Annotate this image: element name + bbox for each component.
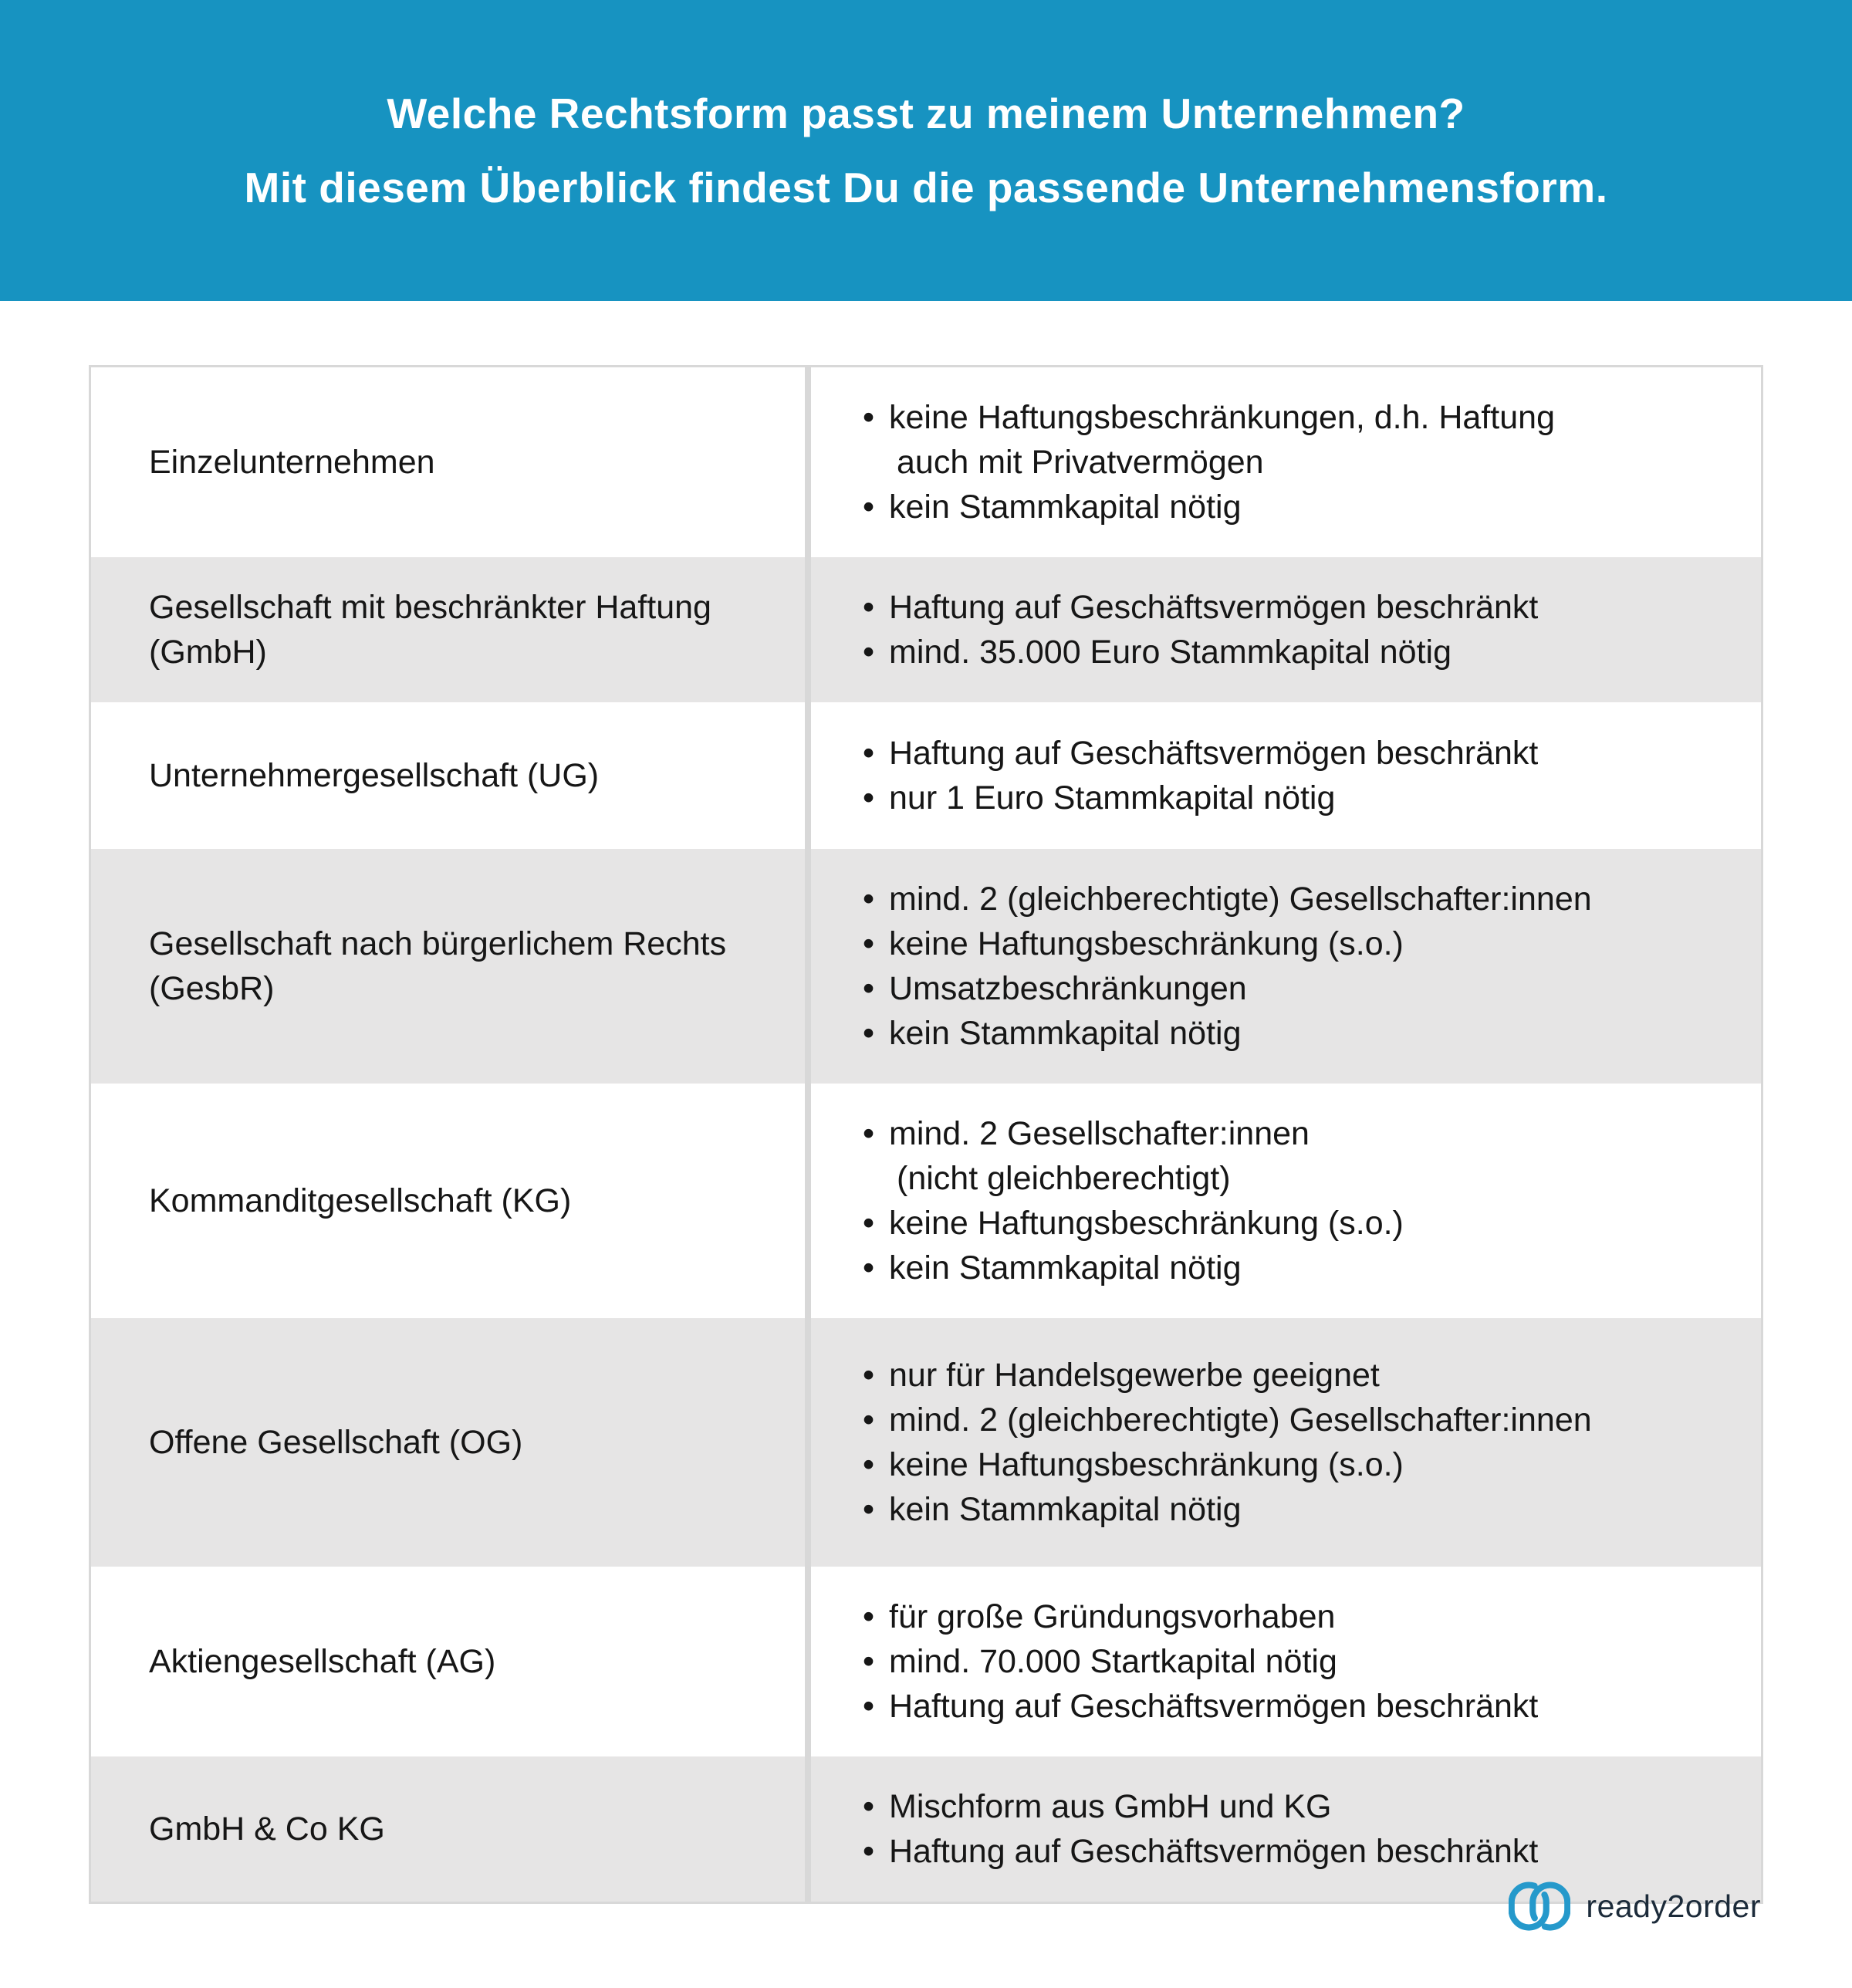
bullet-line: • mind. 2 (gleichberechtigte) Gesellschafter:innen bbox=[889, 881, 1592, 918]
column-divider bbox=[805, 367, 811, 557]
column-divider bbox=[805, 1318, 811, 1567]
legal-form-details bbox=[811, 367, 1761, 557]
bullet-item bbox=[861, 485, 1730, 529]
bullet-item bbox=[861, 1246, 1730, 1290]
bullet-item bbox=[861, 1353, 1730, 1398]
bullet-line: • keine Haftungsbeschränkung (s.o.) bbox=[889, 1446, 1404, 1483]
bullet-item bbox=[861, 877, 1730, 921]
bullet-line: • nur für Handelsgewerbe geeignet bbox=[889, 1357, 1380, 1394]
header-banner bbox=[0, 0, 1852, 301]
column-divider bbox=[805, 1756, 811, 1902]
bullet-item bbox=[861, 1442, 1730, 1487]
bullet-line: • nur 1 Euro Stammkapital nötig bbox=[889, 779, 1336, 816]
bullet-line: • Umsatzbeschränkungen bbox=[889, 970, 1247, 1007]
legal-form-details bbox=[811, 702, 1761, 849]
legal-form-details bbox=[811, 1756, 1761, 1902]
legal-form-name: Gesellschaft mit beschränkter Haftung (GmbH) bbox=[91, 557, 805, 702]
bullet-item bbox=[861, 776, 1730, 820]
header-title-line1: Welche Rechtsform passt zu meinem Unternehmen? bbox=[387, 89, 1465, 137]
ready2order-mark-icon bbox=[1509, 1882, 1570, 1931]
bullet-item bbox=[861, 1487, 1730, 1532]
bullet-line: • mind. 35.000 Euro Stammkapital nötig bbox=[889, 634, 1452, 671]
bullet-line: • keine Haftungsbeschränkung (s.o.) bbox=[889, 925, 1404, 962]
bullet-item bbox=[861, 1201, 1730, 1246]
legal-form-details bbox=[811, 849, 1761, 1084]
bullet-line: • mind. 2 (gleichberechtigte) Gesellschafter:innen bbox=[889, 1401, 1592, 1439]
table-row bbox=[91, 1318, 1761, 1567]
bullet-line: • keine Haftungsbeschränkungen, d.h. Haftung bbox=[889, 399, 1555, 436]
legal-form-details bbox=[811, 1318, 1761, 1567]
legal-form-name: Aktiengesellschaft (AG) bbox=[91, 1567, 805, 1756]
bullet-line: • Haftung auf Geschäftsvermögen beschränkt bbox=[889, 1833, 1539, 1870]
column-divider bbox=[805, 557, 811, 702]
legal-form-name: Unternehmergesellschaft (UG) bbox=[91, 702, 805, 849]
table-row bbox=[91, 702, 1761, 849]
bullet-line: • keine Haftungsbeschränkung (s.o.) bbox=[889, 1205, 1404, 1242]
legal-form-name: Gesellschaft nach bürgerlichem Rechts (GesbR) bbox=[91, 849, 805, 1084]
table-row bbox=[91, 1756, 1761, 1902]
legal-form-name: Offene Gesellschaft (OG) bbox=[91, 1318, 805, 1567]
header-title-line2: Mit diesem Überblick findest Du die passende Unternehmensform. bbox=[244, 164, 1608, 211]
legal-form-name: GmbH & Co KG bbox=[91, 1756, 805, 1902]
bullet-item bbox=[861, 1684, 1730, 1729]
bullet-item bbox=[861, 395, 1730, 485]
bullet-item bbox=[861, 921, 1730, 966]
bullet-line: • Haftung auf Geschäftsvermögen beschränkt bbox=[889, 1688, 1539, 1725]
table-row bbox=[91, 849, 1761, 1084]
bullet-line: auch mit Privatvermögen bbox=[897, 444, 1264, 481]
bullet-line: • mind. 2 Gesellschafter:innen bbox=[889, 1115, 1310, 1152]
table-row bbox=[91, 367, 1761, 557]
bullet-item bbox=[861, 1594, 1730, 1639]
bullet-item bbox=[861, 1011, 1730, 1056]
bullet-line: • Haftung auf Geschäftsvermögen beschränkt bbox=[889, 589, 1539, 626]
bullet-line: • kein Stammkapital nötig bbox=[889, 1249, 1242, 1286]
bullet-item bbox=[861, 630, 1730, 674]
bullet-item bbox=[861, 1784, 1730, 1829]
bullet-line: • für große Gründungsvorhaben bbox=[889, 1598, 1336, 1635]
table-row bbox=[91, 1567, 1761, 1756]
bullet-item bbox=[861, 1639, 1730, 1684]
legal-form-details bbox=[811, 557, 1761, 702]
legal-form-name: Einzelunternehmen bbox=[91, 367, 805, 557]
legal-form-details bbox=[811, 1084, 1761, 1318]
legal-forms-table bbox=[89, 365, 1763, 1904]
legal-form-details bbox=[811, 1567, 1761, 1756]
legal-form-name: Kommanditgesellschaft (KG) bbox=[91, 1084, 805, 1318]
bullet-item bbox=[861, 1398, 1730, 1442]
bullet-item bbox=[861, 1111, 1730, 1201]
bullet-line: • Haftung auf Geschäftsvermögen beschränkt bbox=[889, 735, 1539, 772]
bullet-line: • kein Stammkapital nötig bbox=[889, 489, 1242, 526]
table-row bbox=[91, 1084, 1761, 1318]
bullet-item bbox=[861, 585, 1730, 630]
table-row bbox=[91, 557, 1761, 702]
column-divider bbox=[805, 1567, 811, 1756]
logo-wordmark: ready2order bbox=[1586, 1888, 1761, 1924]
column-divider bbox=[805, 1084, 811, 1318]
column-divider bbox=[805, 849, 811, 1084]
bullet-item bbox=[861, 966, 1730, 1011]
column-divider bbox=[805, 702, 811, 849]
bullet-item bbox=[861, 731, 1730, 776]
bullet-line: • Mischform aus GmbH und KG bbox=[889, 1788, 1332, 1825]
ready2order-logo bbox=[1509, 1882, 1761, 1931]
bullet-line: • kein Stammkapital nötig bbox=[889, 1491, 1242, 1528]
bullet-line: (nicht gleichberechtigt) bbox=[897, 1160, 1231, 1197]
bullet-line: • mind. 70.000 Startkapital nötig bbox=[889, 1643, 1337, 1680]
bullet-line: • kein Stammkapital nötig bbox=[889, 1015, 1242, 1052]
bullet-item bbox=[861, 1829, 1730, 1874]
